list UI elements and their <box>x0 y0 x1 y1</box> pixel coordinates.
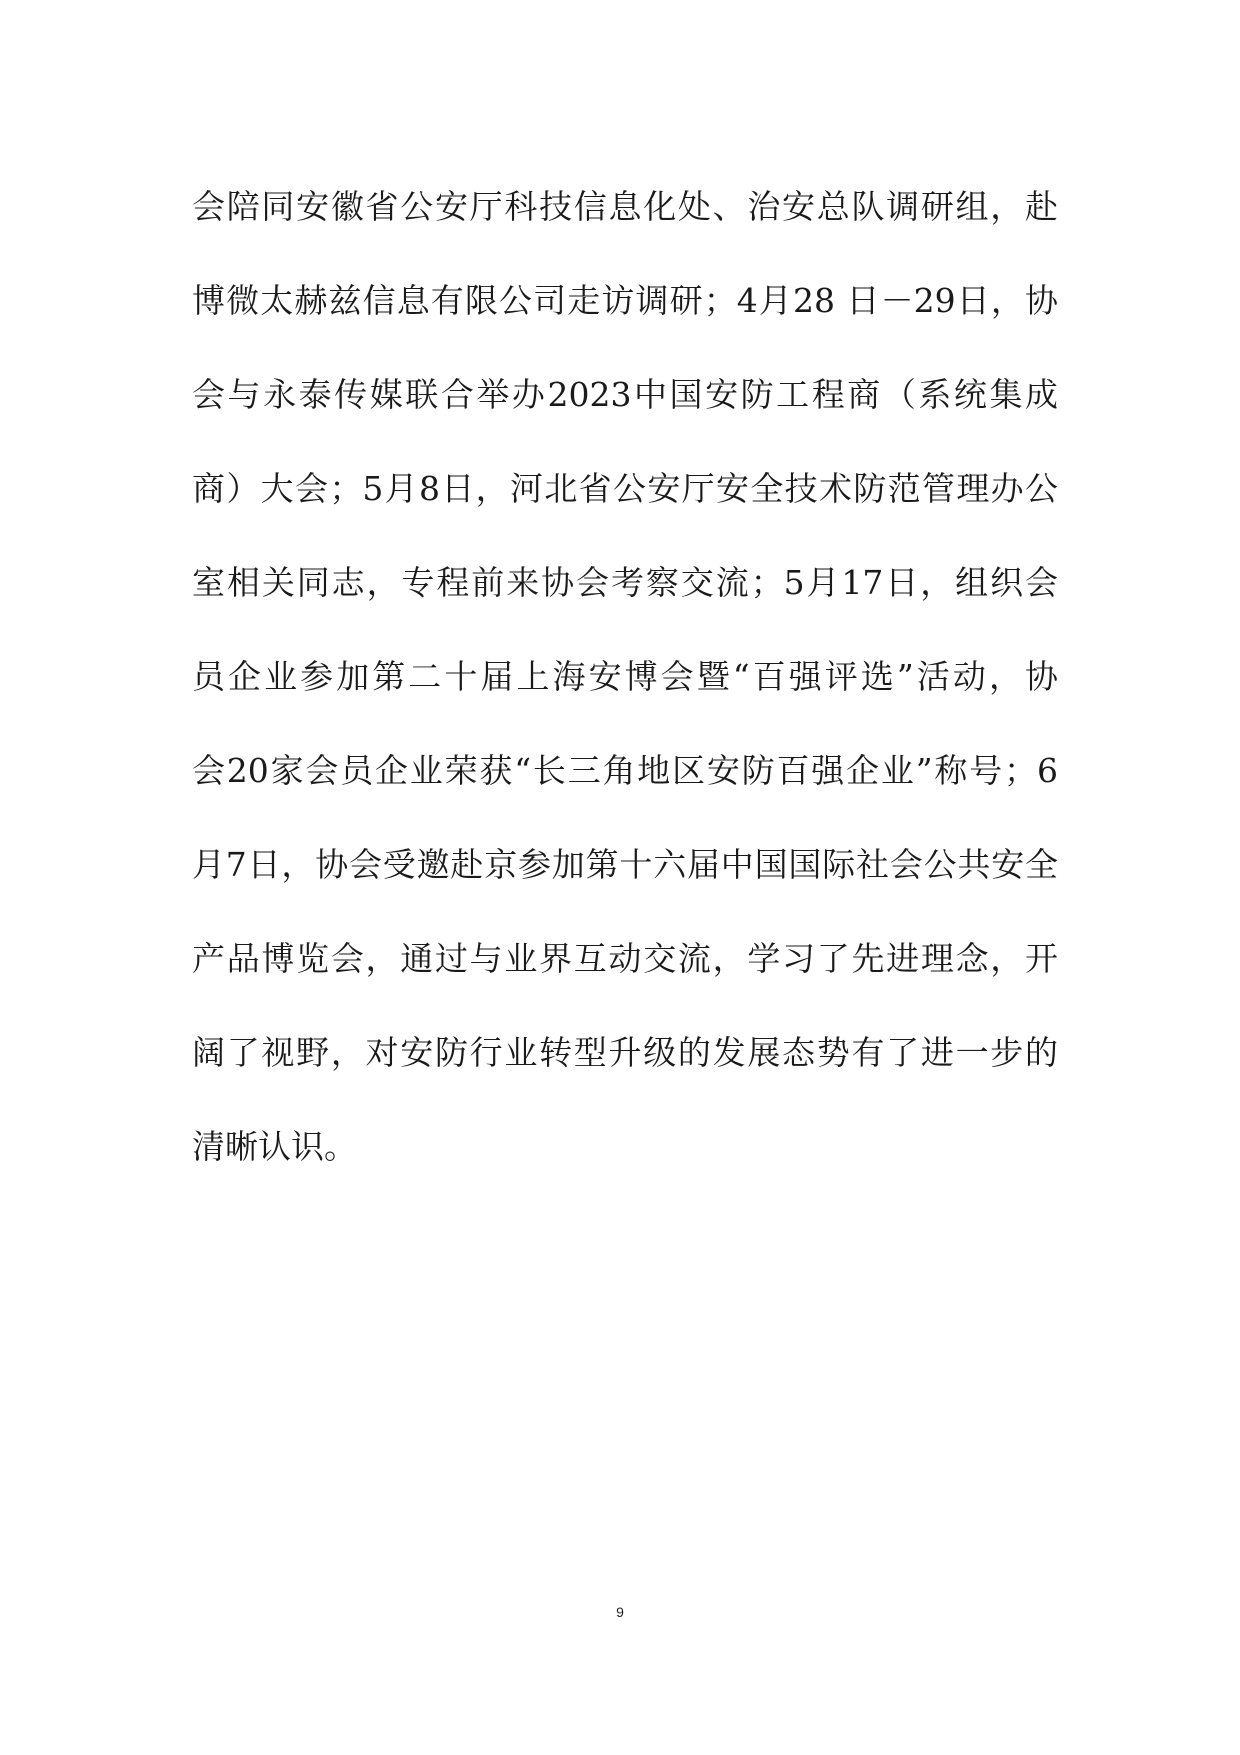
paragraph-line: 会20家会员企业荣获“长三角地区安防百强企业”称号；6 <box>192 751 1058 790</box>
paragraph-line: 月7日，协会受邀赴京参加第十六届中国国际社会公共安全 <box>192 845 1058 884</box>
body-paragraph <box>192 160 1058 1194</box>
paragraph-line: 室相关同志，专程前来协会考察交流；5月17日，组织会 <box>192 563 1058 602</box>
paragraph-line: 阔了视野，对安防行业转型升级的发展态势有了进一步的 <box>192 1033 1058 1072</box>
paragraph-line: 博微太赫兹信息有限公司走访调研；4月28 日－29日，协 <box>192 281 1058 320</box>
paragraph-line: 会陪同安徽省公安厅科技信息化处、治安总队调研组，赴 <box>192 187 1058 226</box>
paragraph-line-last: 清晰认识。 <box>192 1127 357 1166</box>
paragraph-line: 产品博览会，通过与业界互动交流，学习了先进理念，开 <box>192 939 1058 978</box>
paragraph-line: 员企业参加第二十届上海安博会暨“百强评选”活动，协 <box>192 657 1058 696</box>
page-number: 9 <box>616 1604 624 1620</box>
paragraph-line: 会与永泰传媒联合举办2023中国安防工程商（系统集成 <box>192 375 1058 414</box>
paragraph-line: 商）大会；5月8日，河北省公安厅安全技术防范管理办公 <box>192 469 1058 508</box>
